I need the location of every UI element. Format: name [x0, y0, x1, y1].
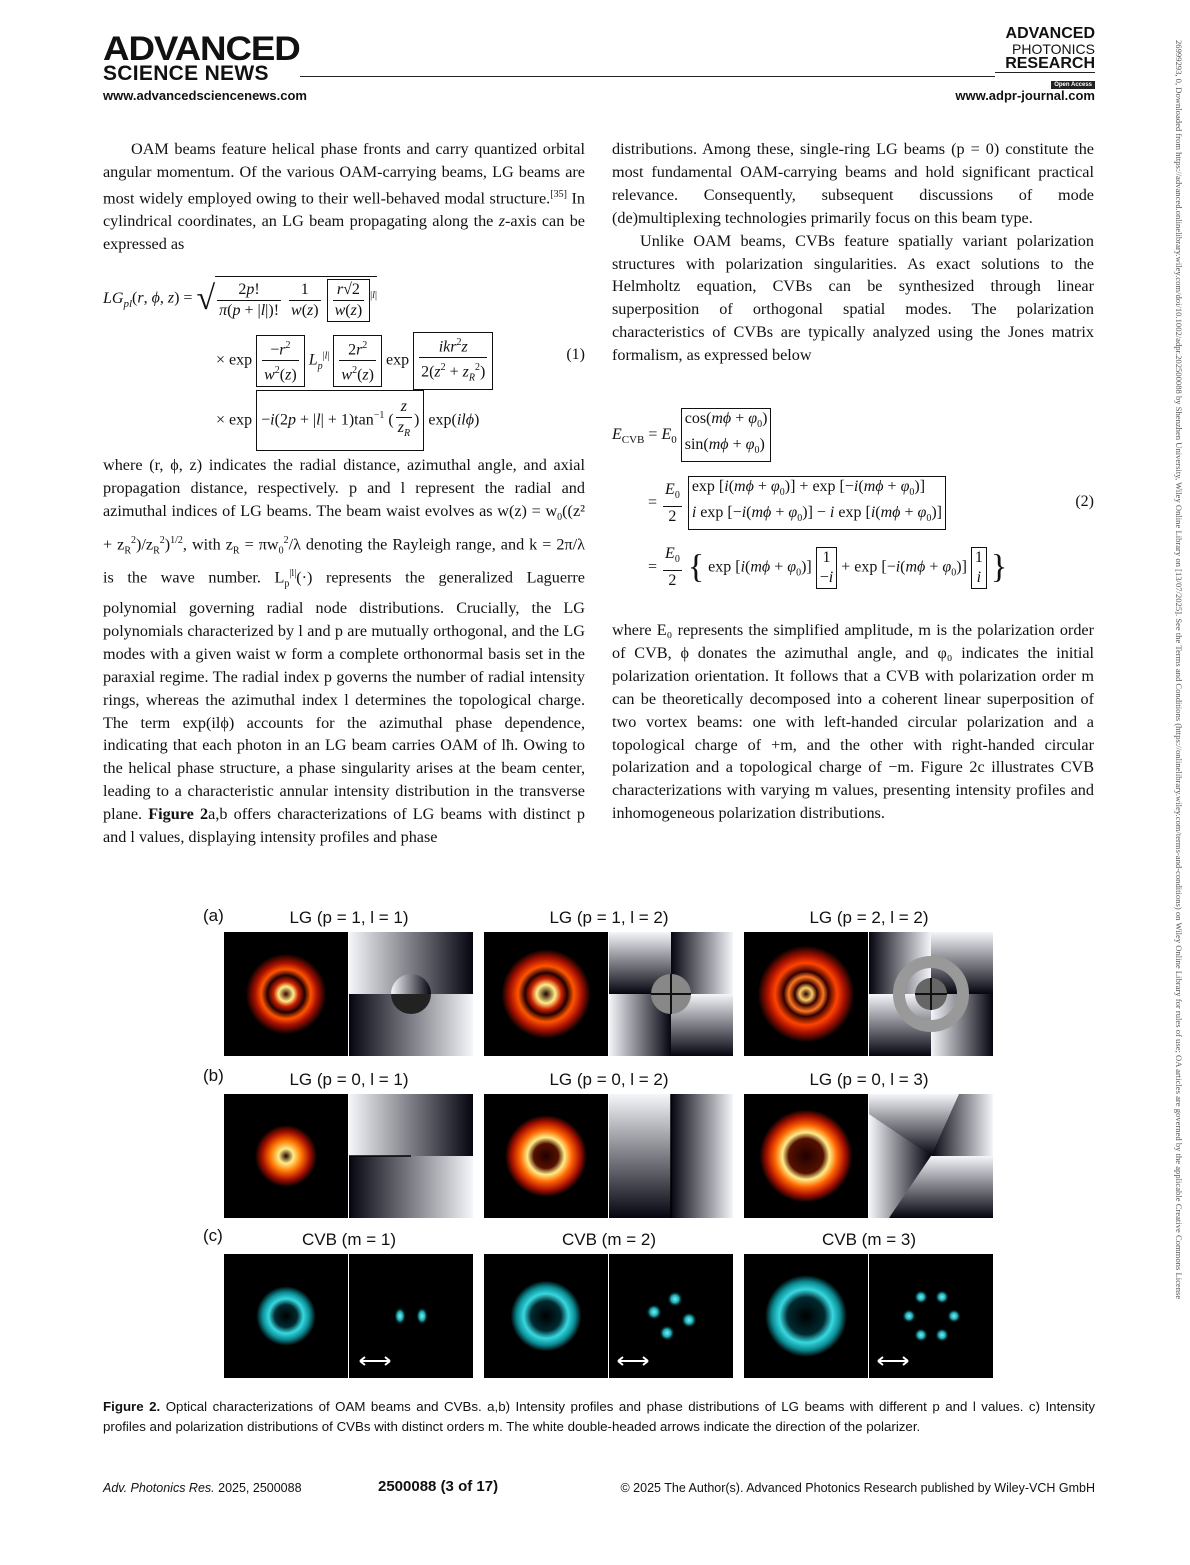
right-para-3: where E₀ represents the simplified amplitude, m is the polarization order of CVB, ϕ donates the azimuthal angle, and φ₀ indicates the initial polarization orientation. It follows that a CVB with polarization order m can be theoretically decomposed into a coherent linear superposition of two vortex beams: one with left-handed circular polarization and a topological charge of +m, and the other with right-handed circular polarization and a topological charge of −m. Figure 2c illustrates CVB characterizations with varying m values, presenting intensity profiles and inhomogeneous polarization distributions.	[612, 621, 1094, 823]
title-b-2: LG (p = 0, l = 2)	[549, 1070, 669, 1089]
left-para-2: where (r, ϕ, z) indicates the radial distance, azimuthal angle, and axial propagation distance, respectively. p and l represent the radial and azimuthal indices of LG beams. The beam waist evolves as $w(z) = w_0((z^2 + z_R^2)/z_R^2)^{1/2}$, with $z_R = \pi w_0^2/\lambda$ denoting the Rayleigh range, and k = 2π/λ is the wave number. $L_p^{|l|}(\cdot)$ represents the generalized Laguerre polynomial governing radial node distributions. Crucially, the LG polynomials characterized by l and p are mutually orthogonal, and the LG modes with a given waist w form a complete orthonormal basis set in the paraxial regime. The radial index p governs the number of radial intensity rings, whereas the azimuthal index l determines the topological charge. The term exp(ilϕ) accounts for the azimuthal phase dependence, indicating that each photon in an LG beam carries OAM of lħ. Owing to the helical phase structure, a phase singularity arises at the beam center, leading to a characteristic annular intensity distribution in the transverse plane. Figure 2a,b offers characterizations of LG beams with distinct p and l values, displaying intensity profiles and phase	[103, 456, 585, 847]
title-b-1: LG (p = 0, l = 1)	[289, 1070, 409, 1089]
right-para-1: distributions. Among these, single-ring LG beams (p = 0) constitute the most fundamental OAM-carrying beams and hold significant practical relevance. Consequently, subsequent discussions of mode (de)multiplexing technologies primarily focus on this beam type.	[612, 140, 1094, 227]
left-column-intro	[103, 138, 585, 256]
caption-text: Optical characterizations of OAM beams and CVBs. a,b) Intensity profiles and phase distributions of LG beams with different p and l values. c) Intensity profiles and polarization distributions of CVBs with distinct orders m. The white double-headed arrows indicate the direction of the polarizer.	[103, 1399, 1096, 1434]
intensity-lg-p0-l2	[484, 1094, 608, 1218]
intensity-lg-p0-l1	[224, 1094, 348, 1218]
title-c-2: CVB (m = 2)	[562, 1230, 656, 1249]
polarization-cvb-m2	[609, 1254, 733, 1378]
title-a-1: LG (p = 1, l = 1)	[289, 908, 409, 927]
title-c-1: CVB (m = 1)	[302, 1230, 396, 1249]
intensity-cvb-m3	[744, 1254, 868, 1378]
caption-label: Figure 2.	[103, 1399, 161, 1414]
panel-b-label: (b)	[203, 1066, 224, 1085]
footer-journal: Adv. Photonics Res. 2025, 2500088	[103, 1481, 302, 1495]
equation-2: $E_{CVB} = E_0$ $\cos(m\phi + \varphi_0)$ $\sin(m\phi + \varphi_0)$ = $\frac{E_0}{2}$ $\exp [i(m\phi + \varphi_0)] + \exp [-i(m\phi + \varphi_0)]$ i $\exp [-i(m\phi + \varphi_0)] - i$ $\exp [i(m\phi + \varphi_0)]$ (2) = $\frac{E_0}{2}$ { $\exp [i(m\phi + \varphi_0)]$ 1 −i + $\exp [-i(m\phi + \varphi_0)]$ 1 i }	[612, 410, 1094, 590]
panel-c-label: (c)	[203, 1226, 223, 1245]
intensity-cvb-m2	[484, 1254, 608, 1378]
header-divider	[300, 76, 995, 77]
logo-right-line3: RESEARCH	[995, 56, 1095, 73]
logo-left-line1: ADVANCED	[103, 30, 300, 68]
phase-lg-p0-l2	[609, 1094, 733, 1218]
figure-2-link[interactable]: Figure 2	[148, 805, 209, 824]
footer-page-number: 2500088 (3 of 17)	[378, 1478, 499, 1495]
intensity-lg-p1-l2	[484, 932, 608, 1056]
logo-left-line2: SCIENCE NEWS	[103, 62, 269, 85]
open-access-badge: Open Access	[1051, 81, 1095, 89]
equation-1-number: (1)	[566, 346, 585, 363]
intensity-lg-p0-l3	[744, 1094, 868, 1218]
equation-1: $LG_{pl}(r$, ϕ, z) = √ $\frac{2p!}{\pi(p + |l|)!}$ $\frac{1}{w(z)}$ $\frac{r√2}{w(z)}$ $^{|l|}$ × exp $\frac{-r^2}{w^2(z)}$ $L_p^{|l|}$ $\frac{2r^2}{w^2(z)}$ exp $\frac{ikr^2z}{2(z^2 + z_R^2)}$ (1) × $\exp -i(2p + |l| + 1)\tan^{-1}$ ( $\frac{z}{z_R}$ ) exp(ilϕ)	[103, 268, 585, 438]
intensity-cvb-m1	[224, 1254, 348, 1378]
right-para-2: Unlike OAM beams, CVBs feature spatially variant polarization structures with polarization singularities. As exact solutions to the Helmholtz equation, CVBs can be synthesized through linear superposition of orthogonal spatial modes. The polarization characteristics of CVBs are typically analyzed using the Jones matrix formalism, as expressed below	[612, 231, 1094, 365]
phase-lg-p0-l1	[349, 1094, 473, 1218]
citation-35[interactable]: [35]	[550, 188, 567, 200]
journal-logo-right	[995, 26, 1095, 91]
logo-right-line2: PHOTONICS	[1012, 41, 1095, 57]
url-right-link[interactable]: www.adpr-journal.com	[955, 88, 1095, 103]
panel-a-label: (a)	[203, 906, 224, 925]
phase-lg-p1-l2	[609, 932, 733, 1056]
title-c-3: CVB (m = 3)	[822, 1230, 916, 1249]
footer-copyright: © 2025 The Author(s). Advanced Photonics Research published by Wiley-VCH GmbH	[620, 1481, 1095, 1495]
intensity-lg-p1-l1	[224, 932, 348, 1056]
equation-2-number: (2)	[1075, 493, 1094, 510]
polarization-cvb-m3	[869, 1254, 993, 1378]
logo-right-line1: ADVANCED	[1005, 25, 1095, 42]
figure-2	[195, 900, 998, 1380]
intensity-lg-p2-l2	[744, 932, 868, 1056]
left-para-1: OAM beams feature helical phase fronts and carry quantized orbital angular momentum. Of the various OAM-carrying beams, LG beams are most widely employed owing to their well-behaved modal structure.[35] In cylindrical coordinates, an LG beam propagating along the z-axis can be expressed as	[103, 140, 585, 254]
download-notice-text: 26999293, 0, Downloaded from https://advanced.onlinelibrary.wiley.com/doi/10.1002/adpr.202500088 by Shenzhen University, Wiley Online Library on [13/07/2025]. See the Terms and Conditions (https://onlinelibrary.wiley.com/terms-and-conditions) on Wiley Online Library for rules of use; OA articles are governed by the applicable Creative Commons License	[1174, 40, 1184, 1300]
phase-lg-p0-l3	[869, 1094, 993, 1218]
url-left-link[interactable]: www.advancedsciencenews.com	[103, 88, 307, 103]
phase-lg-p1-l1	[349, 932, 473, 1056]
polarization-cvb-m1	[349, 1254, 473, 1378]
title-b-3: LG (p = 0, l = 3)	[809, 1070, 929, 1089]
download-notice-strip	[1172, 40, 1186, 1530]
journal-logo-left	[103, 30, 303, 85]
right-column-intro	[612, 138, 1094, 367]
left-column-body	[103, 454, 585, 849]
phase-lg-p2-l2	[869, 932, 993, 1056]
right-column-body	[612, 619, 1094, 825]
title-a-3: LG (p = 2, l = 2)	[809, 908, 929, 927]
figure-caption	[103, 1397, 1095, 1436]
title-a-2: LG (p = 1, l = 2)	[549, 908, 669, 927]
